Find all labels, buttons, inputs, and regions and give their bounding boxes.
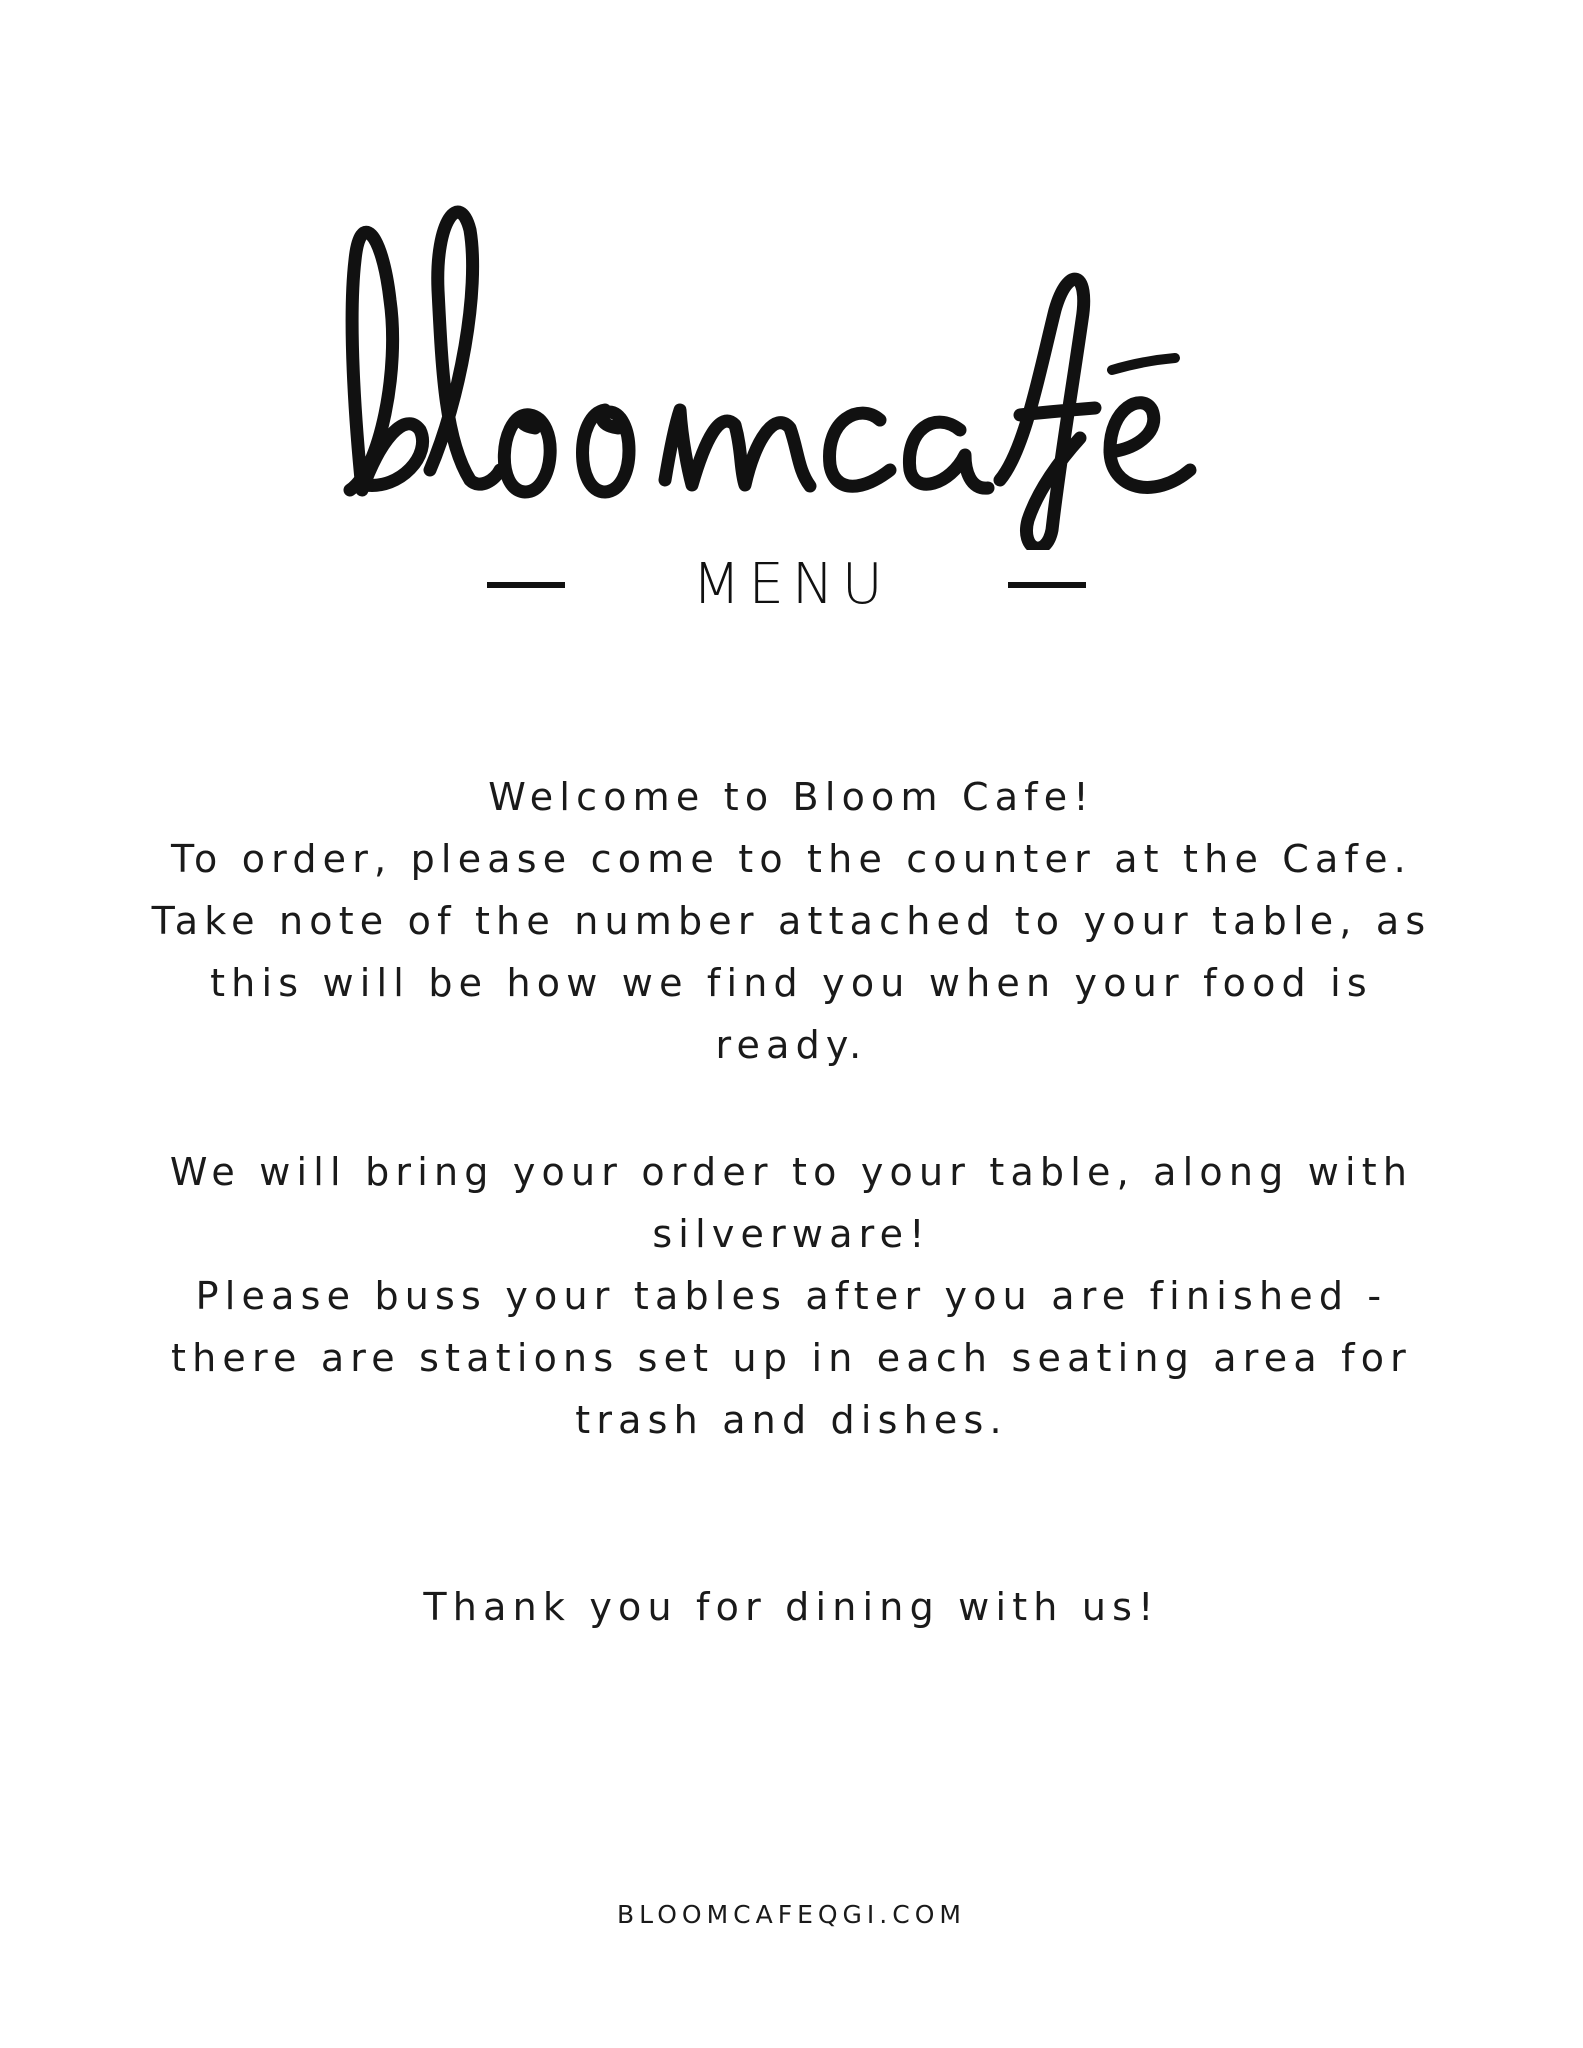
menu-heading-row: [0, 545, 1583, 625]
service-line: We will bring your order to your table, along with: [169, 1150, 1414, 1194]
footer-website: BLOOMCAFEQGI.COM: [617, 1900, 966, 1929]
service-line: there are stations set up in each seating area for: [171, 1336, 1412, 1380]
service-line: trash and dishes.: [575, 1398, 1008, 1442]
intro-line: Take note of the number attached to your table, as: [151, 899, 1432, 943]
bloomcafe-logo: [320, 170, 1240, 550]
intro-line: To order, please come to the counter at the Cafe.: [171, 837, 1412, 881]
service-line: silverware!: [652, 1212, 931, 1256]
service-line: Please buss your tables after you are finished -: [195, 1274, 1388, 1318]
intro-paragraph: [100, 766, 1483, 1076]
intro-line: Welcome to Bloom Cafe!: [488, 775, 1095, 819]
menu-rule-left: [487, 582, 565, 588]
menu-title: MENU: [692, 552, 891, 617]
closing-message: Thank you for dining with us!: [423, 1585, 1160, 1629]
menu-rule-right: [1008, 582, 1086, 588]
service-paragraph: [100, 1141, 1483, 1451]
intro-line: ready.: [715, 1023, 868, 1067]
bloomcafe-logo-script: [320, 170, 1240, 550]
intro-line: this will be how we find you when your food is: [210, 961, 1373, 1005]
